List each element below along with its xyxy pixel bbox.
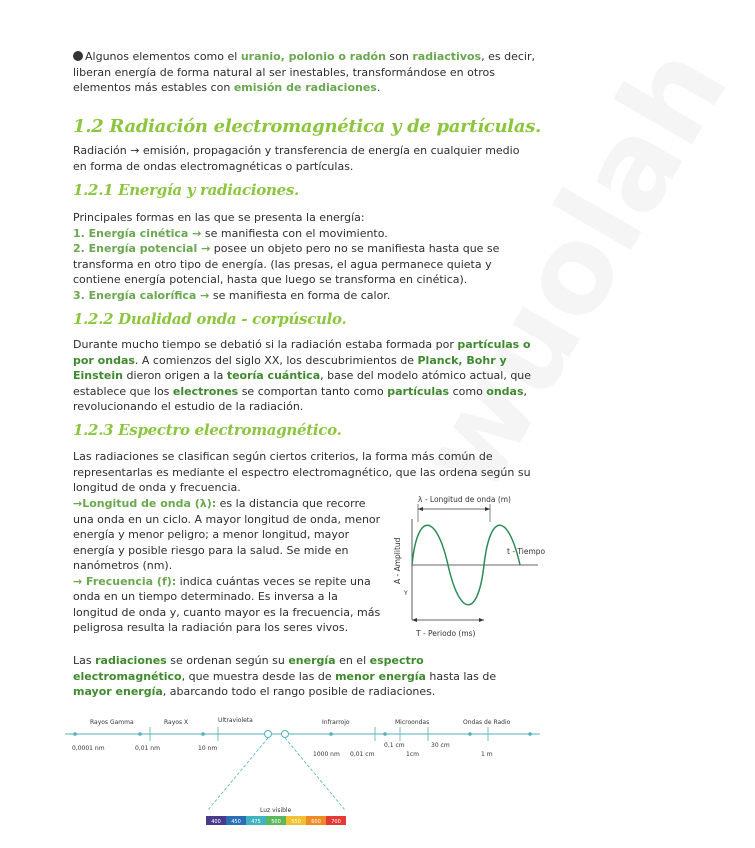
bullet-icon — [73, 51, 83, 61]
spectrum-value-4: 1000 nm — [313, 751, 340, 758]
section-heading-1-2: 1.2 Radiación electromagnética y de partículas. — [73, 116, 542, 137]
wave-diagram — [390, 492, 546, 642]
espectro-intro: Las radiaciones se clasifican según ciertos criterios, la forma más común de representarlas es mediante el espectro electromagnético, que las ordena según su longitud de onda y frecuencia. — [73, 450, 531, 494]
visible-band-label: 450 — [231, 818, 241, 825]
visible-band-label: 475 — [251, 818, 261, 825]
lambda-label: λ - Longitud de onda (m) — [418, 495, 511, 504]
visible-band-label: 500 — [271, 818, 281, 825]
section-heading-1-2-1: 1.2.1 Energía y radiaciones. — [73, 181, 299, 199]
spectrum-value-9: 1 m — [481, 751, 493, 758]
visible-band-label: 550 — [291, 818, 301, 825]
spectrum-name-micro: Microondas — [395, 719, 430, 726]
intro-paragraph: Algunos elementos como el uranio, polonio o radón son radiactivos, es decir, liberan energía de forma natural al ser inestables, transformándose en otros elementos más estables con emisión de radiaciones. — [73, 50, 535, 94]
tiempo-label: t - Tiempo — [507, 547, 546, 556]
energia-list: Principales formas en las que se presenta la energía: 1. Energía cinética → se manifiesta con el movimiento. 2. Energía potencial → posee un objeto pero no se manifiesta hasta que se transforma en otro tipo de energía. (las presas, el agua permanece quieta y contiene energía potencial, hasta que luego se transforma en cinética). 3. Energía calorífica → se manifiesta en forma de calor. — [73, 211, 500, 302]
spectrum-name-ir: Infrarrojo — [322, 719, 350, 726]
spectrum-value-7: 1cm — [406, 751, 419, 758]
visible-band-label: 400 — [211, 818, 221, 825]
spectrum-value-5: 0,01 cm — [350, 751, 375, 758]
section-heading-1-2-3: 1.2.3 Espectro electromagnético. — [73, 421, 342, 439]
visible-band-label: 700 — [331, 818, 341, 825]
spectrum-value-6: 0,1 cm — [384, 742, 405, 749]
spectrum-value-3: 10 nm — [198, 745, 218, 752]
spectrum-value-2: 0,01 nm — [135, 745, 160, 752]
spectrum-name-radio: Ondas de Radio — [463, 719, 511, 726]
visible-light-label: Luz visible — [260, 807, 292, 814]
dualidad-paragraph: Durante mucho tiempo se debatió si la radiación estaba formada por partículas o por ondas. A comienzos del siglo XX, los descubrimientos de Planck, Bohr y Einstein dieron origen a la teoría cuántica, base del modelo atómico actual, que establece que los electrones se comportan tanto como partículas como ondas, revolucionando el estudio de la radiación. — [73, 338, 532, 413]
amplitud-label: A - Amplitud — [393, 537, 402, 584]
section-heading-1-2-2: 1.2.2 Dualidad onda - corpúsculo. — [73, 310, 347, 328]
spectrum-diagram — [0, 710, 600, 835]
spectrum-value-1: 0,0001 nm — [72, 745, 105, 752]
visible-band-label: 600 — [311, 818, 321, 825]
spectrum-name-gamma: Rayos Gamma — [90, 719, 134, 726]
longitud-frecuencia: →Longitud de onda (λ): es la distancia que recorre una onda en un ciclo. A mayor longitud de onda, menor energía y menor peligro; a menor longitud, mayor energía y posible riesgo para la salud. Se mide en nanómetros (nm). → Frecuencia (f): indica cuántas veces se repite una onda en un tiempo determinado. Es inversa a la longitud de onda y, cuanto mayor es la frecuencia, más peligrosa resulta la radiación para los seres vivos. — [73, 497, 381, 634]
spectrum-name-uv: Ultravioleta — [218, 717, 253, 724]
y-mark: Y — [404, 590, 408, 597]
espectro-paragraph: Las radiaciones se ordenan según su energía en el espectro electromagnético, que muestra desde las de menor energía hasta las de mayor energía, abarcando todo el rango posible de radiaciones. — [73, 654, 497, 698]
periodo-label: T - Periodo (ms) — [416, 629, 476, 638]
spectrum-name-x: Rayos X — [164, 719, 189, 726]
radiacion-definition: Radiación → emisión, propagación y transferencia de energía en cualquier medio en forma de ondas electromagnéticas o partículas. — [73, 144, 520, 173]
spectrum-value-8: 30 cm — [431, 742, 450, 749]
